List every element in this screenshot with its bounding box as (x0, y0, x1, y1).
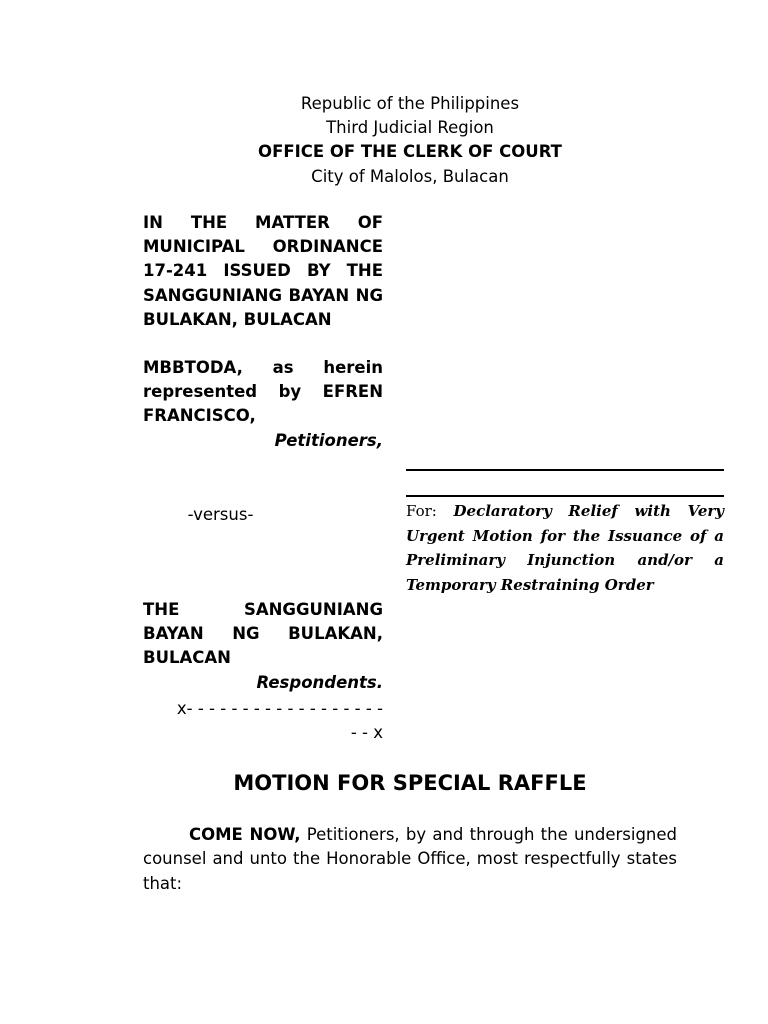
header-republic: Republic of the Philippines (300, 94, 520, 113)
document-title: MOTION FOR SPECIAL RAFFLE (233, 771, 587, 795)
versus-text: -versus- (187, 505, 254, 524)
header-office: OFFICE OF THE CLERK OF COURT (258, 142, 562, 162)
caption-petitioner: MBBTODA, as herein represented by EFREN FRANCISCO, (143, 358, 383, 426)
respondents-label: Respondents. (256, 673, 383, 692)
petitioners-label: Petitioners, (274, 431, 383, 450)
caption-matter: IN THE MATTER OF MUNICIPAL ORDINANCE 17-241 ISSUED BY THE SANGGUNIANG BAYAN NG BULAKAN, BULACAN (143, 213, 383, 329)
for-text: Declaratory Relief with Very Urgent Motion for the Issuance of a Preliminary Injunction and/or a Temporary Restraining Order (406, 502, 724, 594)
body-text: Petitioners, by and through the undersigned counsel and unto the Honorable Office, most respectfully states that: (143, 825, 678, 893)
for-label: For: (406, 502, 437, 520)
header-region: Third Judicial Region (326, 118, 494, 138)
caption-closing-line-end: - - x (350, 723, 383, 742)
case-number-line (406, 469, 724, 471)
case-number-underline (406, 495, 724, 497)
body-lead: COME NOW, (189, 825, 301, 844)
case-nature (406, 499, 724, 597)
body-paragraph (143, 823, 677, 896)
court-header (0, 92, 768, 189)
caption-closing-line: x- - - - - - - - - - - - - - - - - - (176, 699, 383, 718)
caption-respondent: THE SANGGUNIANG BAYAN NG BULAKAN, BULACAN (143, 600, 383, 668)
header-city: City of Malolos, Bulacan (311, 166, 509, 186)
